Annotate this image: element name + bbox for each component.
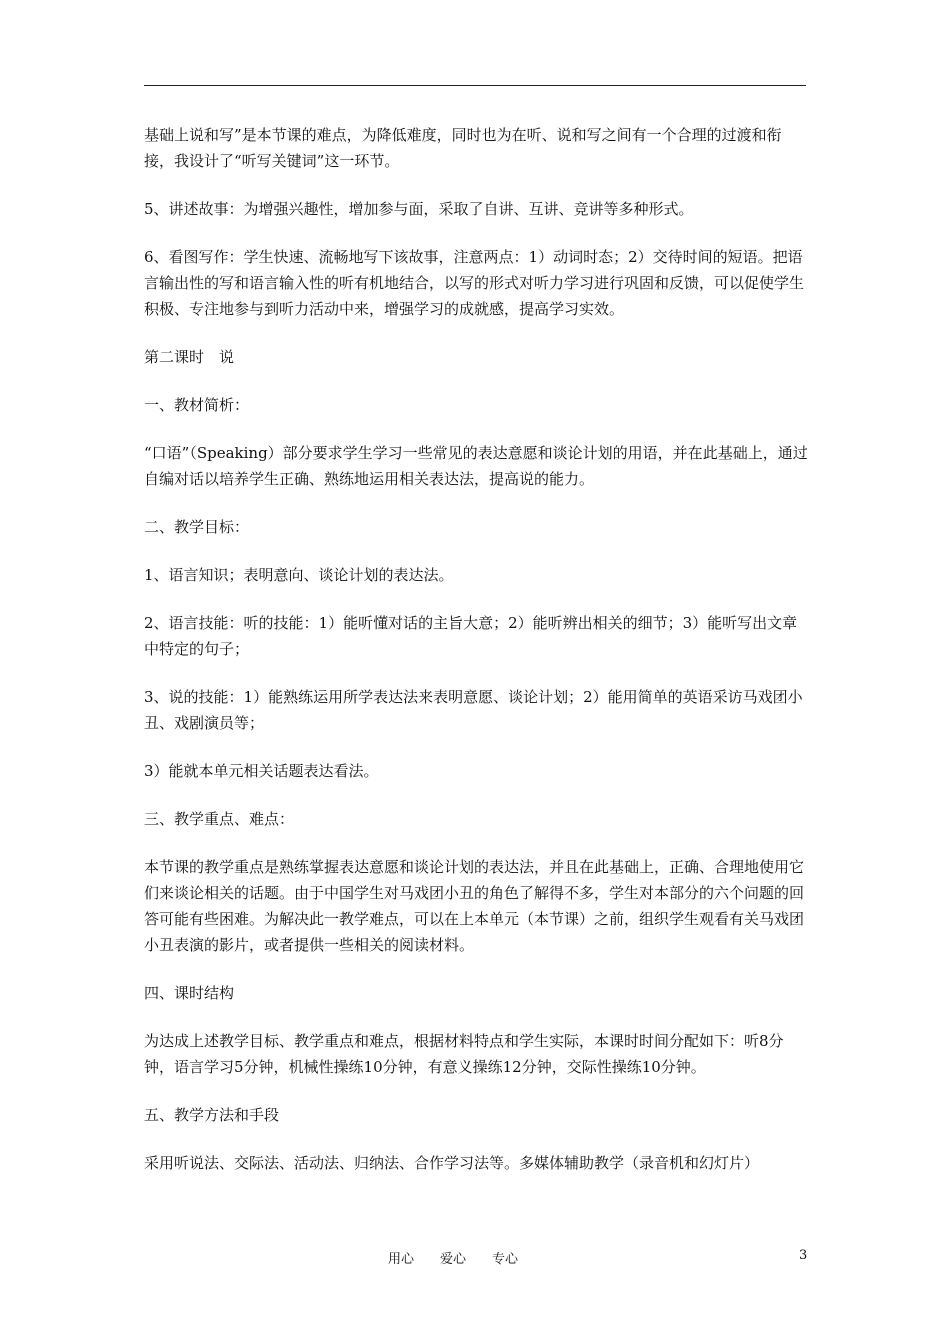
document-body	[144, 122, 808, 1198]
section-heading-1: 一、教材简析：	[144, 396, 250, 414]
paragraph-4: “口语”（Speaking）部分要求学生学习一些常见的表达意愿和谈论计划的用语，并在此基础上，通过自编对话以培养学生正确、熟练地运用相关表达法，提高说的能力。	[144, 444, 808, 488]
section-heading-5: 五、教学方法和手段	[144, 1106, 280, 1124]
paragraph-5: 1、语言知识；表明意向、谈论计划的表达法。	[144, 566, 454, 584]
header-rule	[144, 85, 806, 86]
paragraph-10: 为达成上述教学目标、教学重点和难点，根据材料特点和学生实际，本课时时间分配如下：听8分钟，语言学习5分钟，机械性操练10分钟，有意义操练12分钟，交际性操练10分钟。	[144, 1032, 784, 1076]
paragraph-3: 6、看图写作：学生快速、流畅地写下该故事，注意两点：1）动词时态；2）交待时间的短语。把语言输出性的写和语言输入性的听有机地结合，以写的形式对听力学习进行巩固和反馈，可以促使学生积极、专注地参与到听力活动中来，增强学习的成就感，提高学习实效。	[144, 248, 805, 318]
page-number: 3	[799, 1248, 808, 1263]
section-heading-4: 四、课时结构	[144, 984, 235, 1002]
paragraph-6: 2、语言技能：听的技能：1）能听懂对话的主旨大意；2）能听辨出相关的细节；3）能听写出文章中特定的句子；	[144, 614, 798, 658]
paragraph-11: 采用听说法、交际法、活动法、归纳法、合作学习法等。多媒体辅助教学（录音机和幻灯片）	[144, 1154, 760, 1172]
page-footer	[0, 1248, 950, 1268]
paragraph-2: 5、讲述故事：为增强兴趣性，增加参与面，采取了自讲、互讲、竞讲等多种形式。	[144, 200, 694, 218]
paragraph-7: 3、说的技能：1）能熟练运用所学表达法来表明意愿、谈论计划；2）能用简单的英语采访马戏团小丑、戏剧演员等；	[144, 688, 803, 732]
section-heading-2: 二、教学目标：	[144, 518, 250, 536]
section-heading-lesson-2: 第二课时 说	[144, 348, 235, 366]
footer-text: 用心 爱心 专心	[388, 1252, 519, 1267]
paragraph-1: 基础上说和写”是本节课的难点，为降低难度，同时也为在听、说和写之间有一个合理的过渡和衔接，我设计了“听写关键词”这一环节。	[144, 126, 782, 170]
section-heading-3: 三、教学重点、难点：	[144, 810, 295, 828]
paragraph-9: 本节课的教学重点是熟练掌握表达意愿和谈论计划的表达法，并且在此基础上，正确、合理地使用它们来谈论相关的话题。由于中国学生对马戏团小丑的角色了解得不多，学生对本部分的六个问题的回答可能有些困难。为解决此一教学难点，可以在上本单元（本节课）之前，组织学生观看有关马戏团小丑表演的影片，或者提供一些相关的阅读材料。	[144, 858, 805, 954]
paragraph-8: 3）能就本单元相关话题表达看法。	[144, 762, 379, 780]
